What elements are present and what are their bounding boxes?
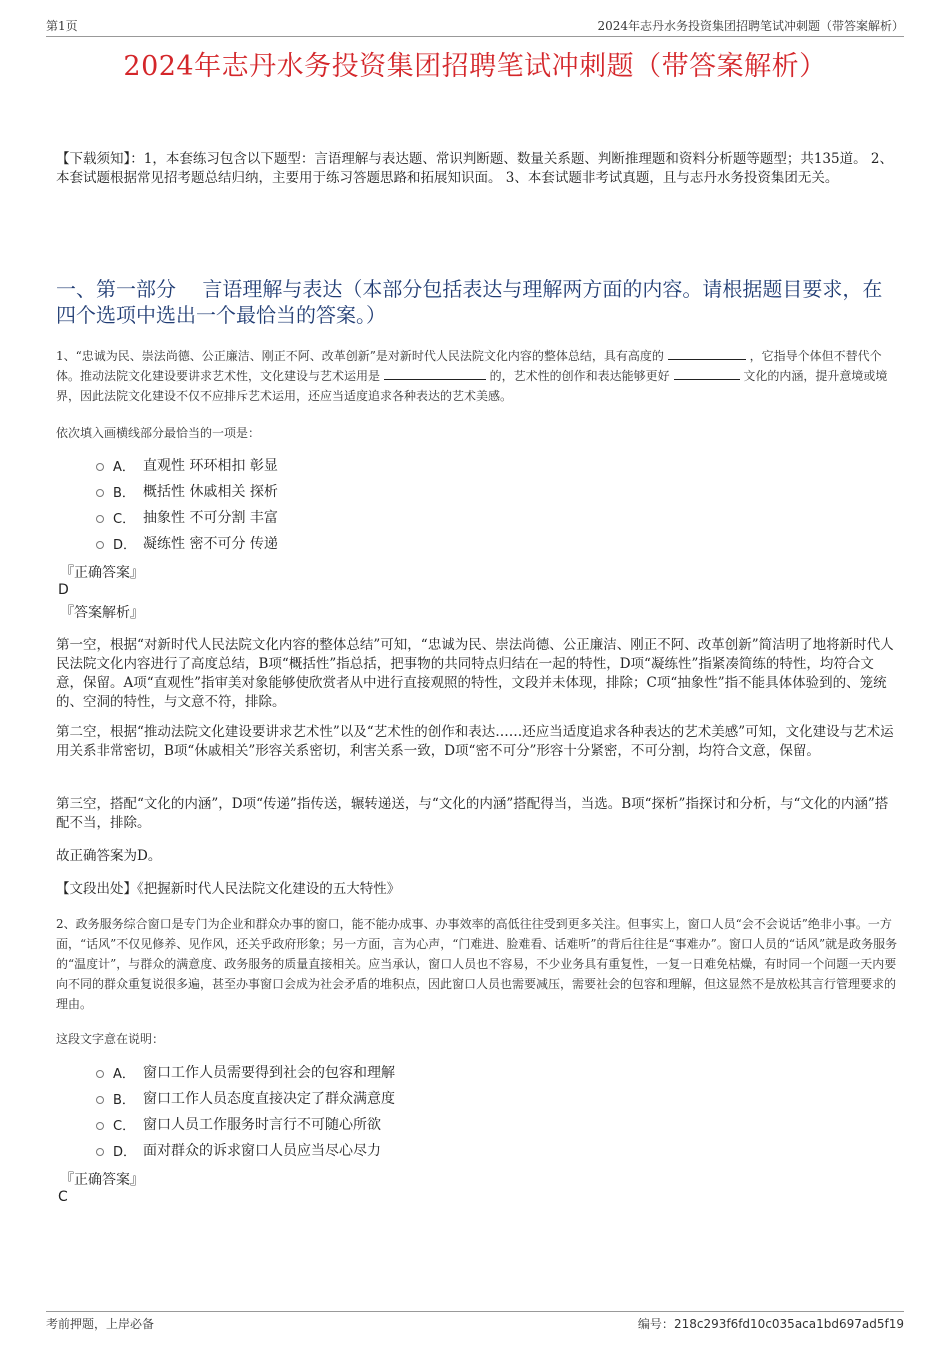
question-1-text-part: 文化的内涵，提升意境或境界，因此法院文化建设不仅不应排斥艺术运用，还应当适度追求各种表达的艺术美感。 <box>56 369 888 403</box>
option-letter: D． <box>113 1144 137 1160</box>
header-doc-title: 2024年志丹水务投资集团招聘笔试冲刺题（带答案解析） <box>597 19 904 33</box>
option-letter: B． <box>113 1092 135 1108</box>
footer-slogan: 考前押题，上岸必备 <box>46 1317 155 1331</box>
option-text: 窗口工作人员态度直接决定了群众满意度 <box>143 1091 395 1107</box>
question-2-option-d[interactable] <box>96 1137 395 1163</box>
radio-icon[interactable] <box>96 1122 104 1130</box>
option-text: 窗口人员工作服务时言行不可随心所欲 <box>143 1117 381 1133</box>
option-letter: A． <box>113 459 135 475</box>
page-footer <box>46 1311 904 1332</box>
question-1-option-c[interactable] <box>96 504 278 530</box>
section-heading: 一、第一部分 言语理解与表达（本部分包括表达与理解两方面的内容。请根据题目要求，在四个选项中选出一个最恰当的答案。） <box>56 277 883 327</box>
question-1-option-d[interactable] <box>96 530 278 556</box>
option-text: 窗口工作人员需要得到社会的包容和理解 <box>143 1065 395 1081</box>
question-1-option-b[interactable] <box>96 478 278 504</box>
option-letter: A． <box>113 1066 135 1082</box>
radio-icon[interactable] <box>96 1096 104 1104</box>
option-letter: D． <box>113 537 137 553</box>
fill-blank-3 <box>674 367 740 380</box>
download-notice: 【下载须知】：1，本套练习包含以下题型：言语理解与表达题、常识判断题、数量关系题、判断推理题和资料分析题等题型；共135道。 2、本套试题根据常见招考题总结归纳，主要用于练习答题思路和拓展知识面。 3、本套试题非考试真题，且与志丹水务投资集团无关。 <box>56 151 893 186</box>
correct-answer: C <box>58 1189 68 1205</box>
correct-answer-label: 『正确答案』 <box>60 565 144 581</box>
document-id-label: 编号： <box>637 1317 674 1331</box>
question-2-prompt: 这段文字意在说明： <box>56 1032 165 1046</box>
page-number: 第1页 <box>46 19 78 33</box>
option-text: 凝练性 密不可分 传递 <box>143 536 278 552</box>
page-header <box>46 14 904 37</box>
question-2-option-a[interactable] <box>96 1059 395 1085</box>
question-1-option-a[interactable] <box>96 452 278 478</box>
radio-icon[interactable] <box>96 515 104 523</box>
correct-answer: D <box>58 582 69 598</box>
source-citation: 【文段出处】《把握新时代人民法院文化建设的五大特性》 <box>56 881 401 897</box>
question-2-options <box>96 1059 395 1163</box>
document-id <box>638 1315 904 1332</box>
question-2-option-b[interactable] <box>96 1085 395 1111</box>
option-text: 直观性 环环相扣 彰显 <box>143 458 278 474</box>
option-letter: B． <box>113 485 135 501</box>
question-1-text <box>56 346 898 406</box>
fill-blank-2 <box>384 367 486 380</box>
analysis-paragraph-3: 第三空，搭配“文化的内涵”，D项“传递”指传送，辗转递送，与“文化的内涵”搭配得当，当选。B项“探析”指探讨和分析，与“文化的内涵”搭配不当，排除。 <box>56 796 889 831</box>
fill-blank-1 <box>668 347 746 360</box>
correct-answer-label: 『正确答案』 <box>60 1172 144 1188</box>
radio-icon[interactable] <box>96 489 104 497</box>
analysis-label: 『答案解析』 <box>60 605 144 621</box>
question-2-option-c[interactable] <box>96 1111 395 1137</box>
analysis-conclusion: 故正确答案为D。 <box>56 848 162 864</box>
analysis-paragraph-1: 第一空，根据“对新时代人民法院文化内容的整体总结”可知，“忠诚为民、崇法尚德、公正廉洁、刚正不阿、改革创新”简洁明了地将新时代人民法院文化内容进行了高度总结，B项“概括性”指总括，把事物的共同特点归结在一起的特性，D项“凝练性”指紧凑简练的特性，均符合文意，保留。A项“直观性”指审美对象能够使欣赏者从中进行直接观照的特性，文段并未体现，排除；C项“抽象性”指不能具体体验到的、笼统的、空洞的特性，与文意不符，排除。 <box>56 637 894 710</box>
question-1-options <box>96 452 278 556</box>
option-letter: C． <box>113 1118 136 1134</box>
radio-icon[interactable] <box>96 463 104 471</box>
document-id-code: 218c293f6fd10c035aca1bd697ad5f19 <box>673 1317 904 1331</box>
radio-icon[interactable] <box>96 541 104 549</box>
analysis-paragraph-2: 第二空，根据“推动法院文化建设要讲求艺术性”以及“艺术性的创作和表达……还应当适度追求各种表达的艺术美感”可知，文化建设与艺术运用关系非常密切，B项“休戚相关”形容关系密切，利害关系一致，D项“密不可分”形容十分紧密，不可分割，均符合文意，保留。 <box>56 724 894 759</box>
question-1-text-part: 1、“忠诚为民、崇法尚德、公正廉洁、刚正不阿、改革创新”是对新时代人民法院文化内容的整体总结，具有高度的 <box>56 349 664 363</box>
radio-icon[interactable] <box>96 1070 104 1078</box>
option-text: 概括性 休戚相关 探析 <box>143 484 278 500</box>
question-1-text-part: ，它指导个体但不替代个体。推动法院文化建设要讲求艺术性，文化建设与艺术运用是 <box>56 349 882 383</box>
option-text: 抽象性 不可分割 丰富 <box>143 510 278 526</box>
option-letter: C． <box>113 511 136 527</box>
option-text: 面对群众的诉求窗口人员应当尽心尽力 <box>143 1143 381 1159</box>
question-2-text: 2、政务服务综合窗口是专门为企业和群众办事的窗口，能不能办成事、办事效率的高低往往受到更多关注。但事实上，窗口人员“会不会说话”绝非小事。一方面，“话风”不仅见修养、见作风，还关乎政府形象；另一方面，言为心声，“门难进、脸难看、话难听”的背后往往是“事难办”。窗口人员的“话风”就是政务服务的“温度计”，与群众的满意度、政务服务的质量直接相关。应当承认，窗口人员也不容易，不少业务具有重复性，一复一日难免枯燥，有时同一个问题一天内要向不同的群众重复说很多遍，甚至办事窗口会成为社会矛盾的堆积点，因此窗口人员也需要减压，需要社会的包容和理解，但这显然不是放松其言行管理要求的理由。 <box>56 917 898 1011</box>
question-1-prompt: 依次填入画横线部分最恰当的一项是： <box>56 426 261 440</box>
question-1-text-part: 的，艺术性的创作和表达能够更好 <box>489 369 670 383</box>
document-title: 2024年志丹水务投资集团招聘笔试冲刺题（带答案解析） <box>123 51 827 82</box>
radio-icon[interactable] <box>96 1148 104 1156</box>
